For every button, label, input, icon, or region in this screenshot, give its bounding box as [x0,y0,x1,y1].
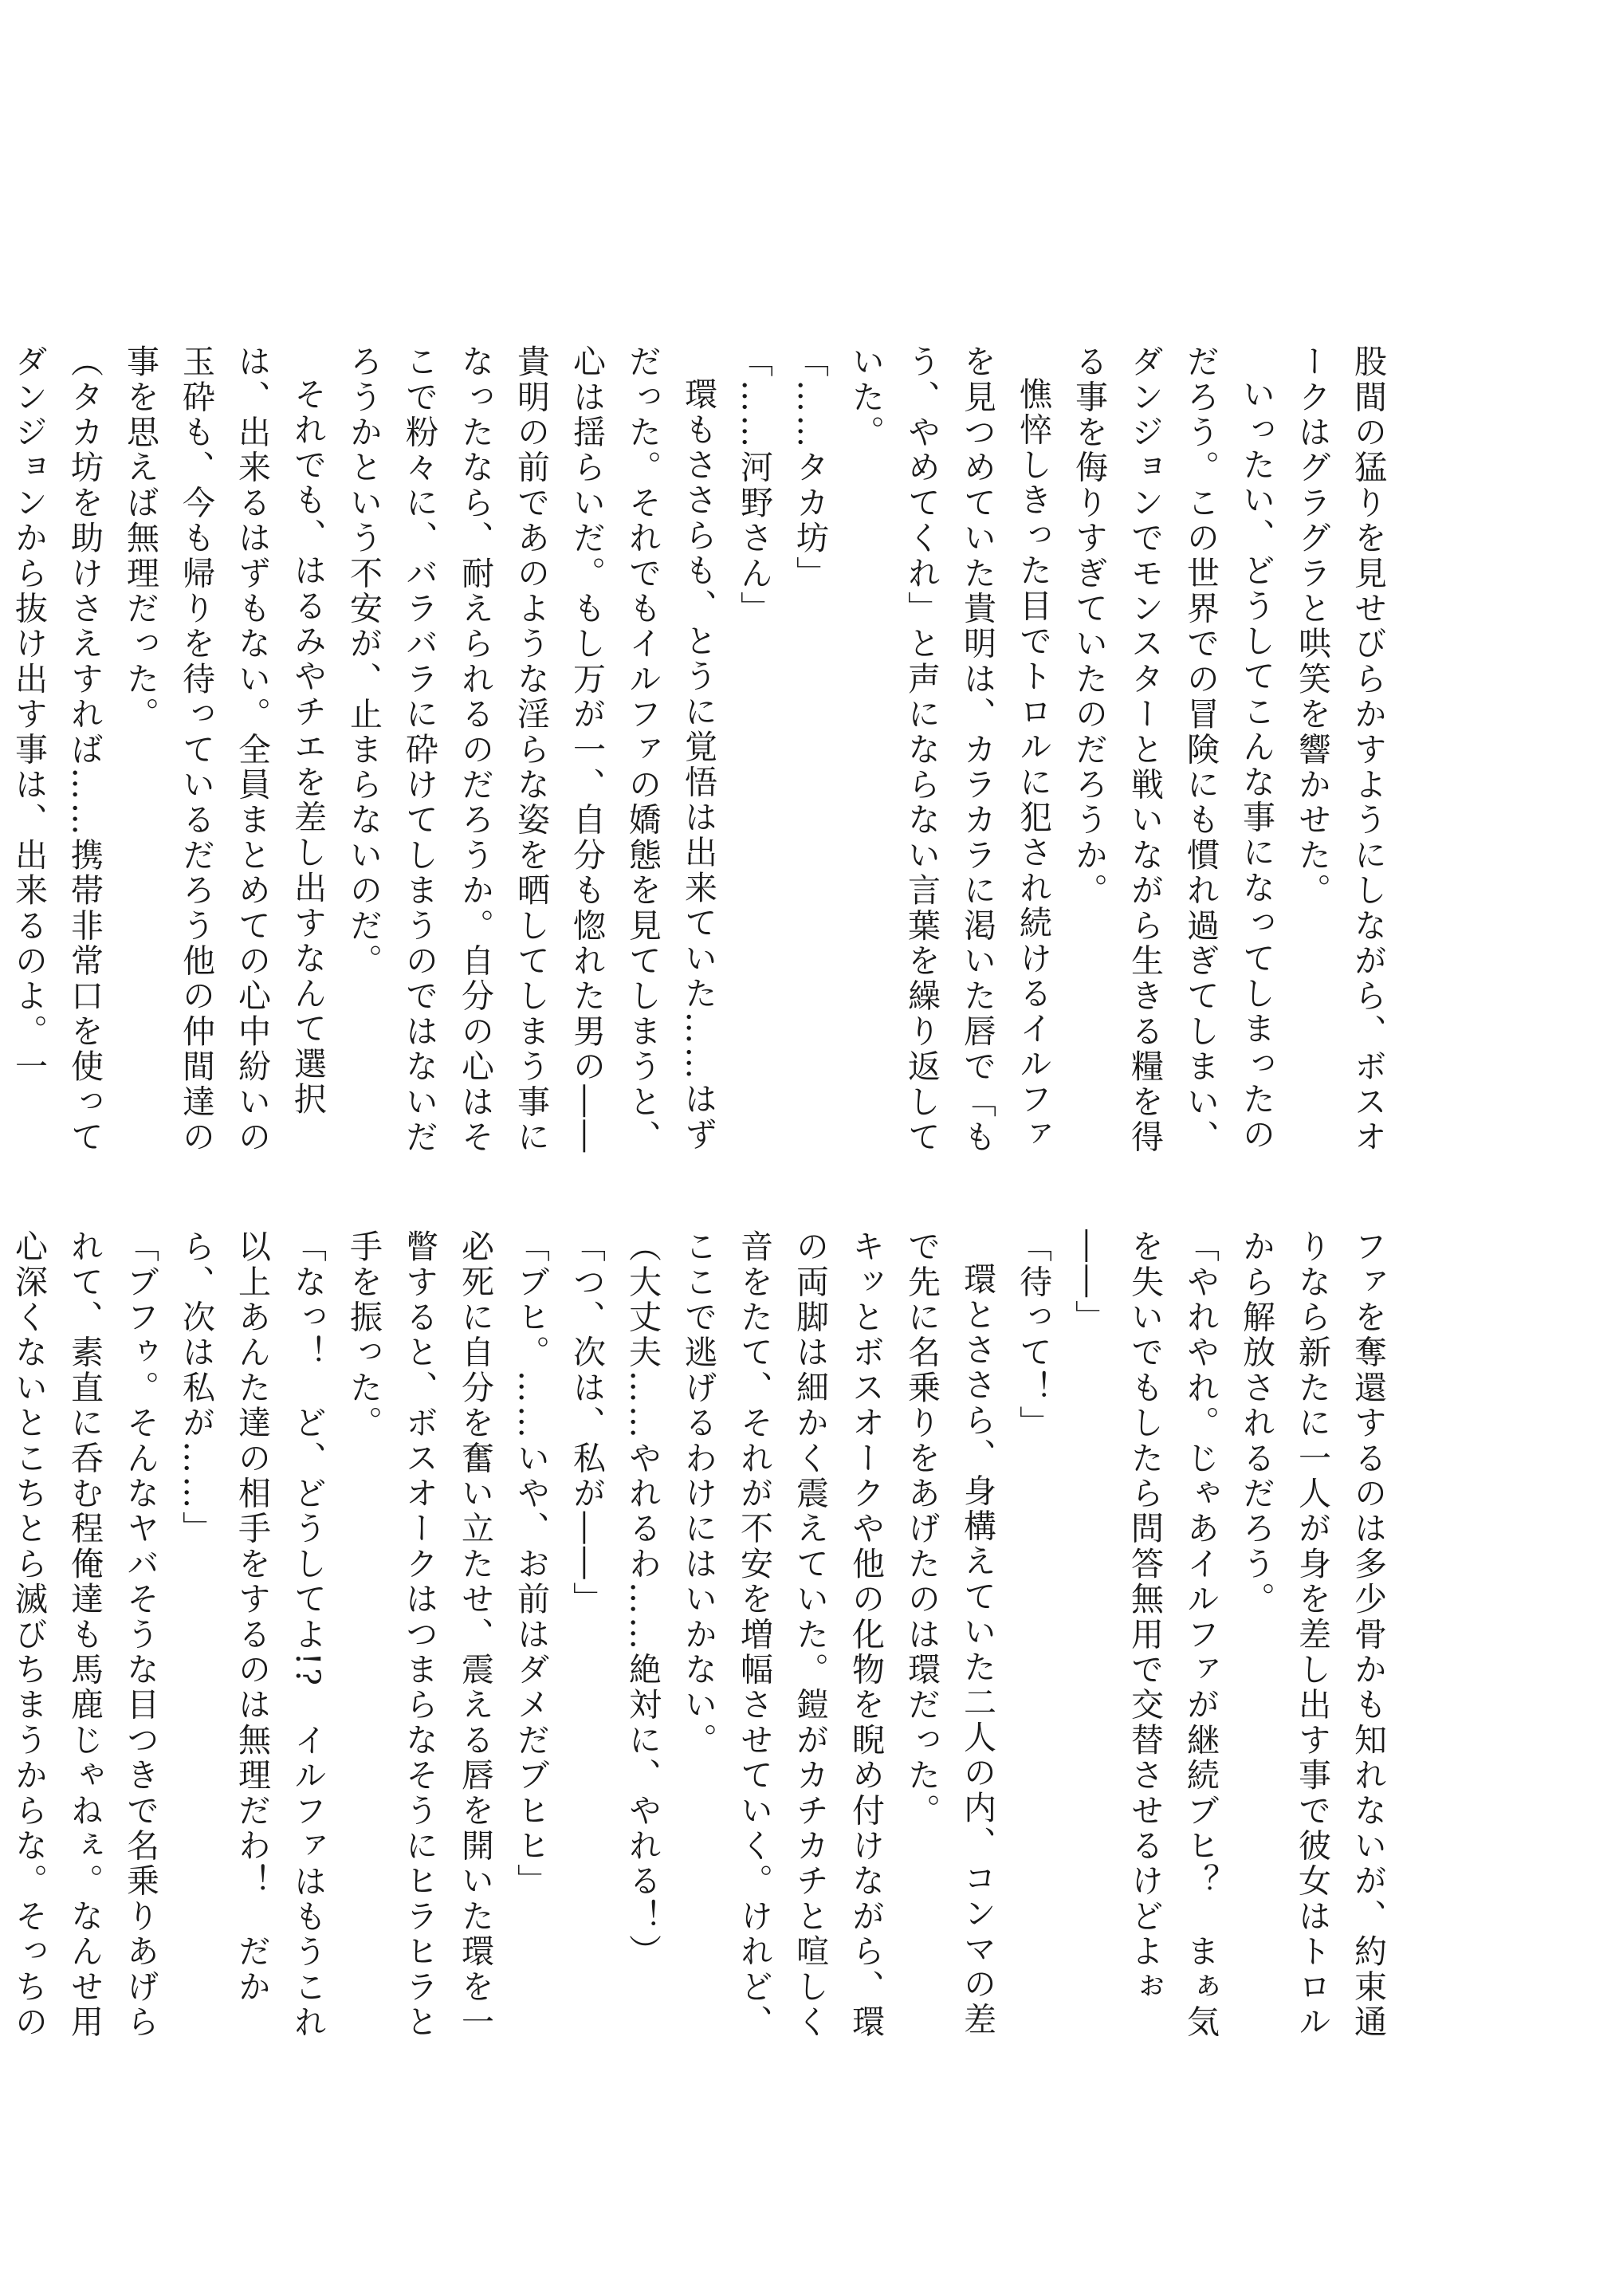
paragraph: 必死に自分を奮い立たせ、震える唇を開いた環を一瞥すると、ボスオークはつまらなそうにヒラヒラと手を振った。 [344,1229,494,2040]
dialogue-line: 「ブフゥ。そんなヤバそうな目つきで名乗りあげられて、素直に呑む程俺達も馬鹿じゃねぇ。なんせ用心深くないとこちとら滅びちまうからな。そっちの [10,1229,159,2040]
paragraph: キッとボスオークや他の化物を睨め付けながら、環の両脚は細かく震えていた。鎧がカチカチと喧しく音をたて、それが不安を増幅させていく。けれど、ここで逃げるわけにはいかない。 [679,1229,885,2040]
paragraph: ファを奪還するのは多少骨かも知れないが、約束通りなら新たに一人が身を差し出す事で彼女はトロルから解放されるだろう。 [1237,1229,1387,2040]
paragraph: 環もささらも、とうに覚悟は出来ていた……はずだった。それでもイルファの嬌態を見てしまうと、心は揺らいだ。もし万が一、自分も惚れた男の――貴明の前であのような淫らな姿を晒してしまう事になったなら、耐えられるのだろうか。自分の心はそこで粉々に、バラバラに砕けてしまうのではないだろうかという不安が、止まらないのだ。 [344,344,717,1155]
dialogue-line: 「やれやれ。じゃあイルファが継続ブヒ？ まぁ気を失いでもしたら問答無用で交替させるけどよぉ――」 [1070,1229,1220,2040]
dialogue-line: 「ブヒ。……いや、お前はダメだブヒヒ」 [512,1229,550,1899]
lower-text-block [10,1229,1396,2058]
upper-text-block [10,344,1396,1174]
paragraph: それでも、はるみやチエを差し出すなんて選択は、出来るはずもない。全員まとめての心中紛いの玉砕も、今も帰りを待っているだろう他の仲間達の事を思えば無理だった。 [121,344,327,1155]
dialogue-line: 「なっ！ ど、どうしてよ!? イルファはもうこれ以上あんた達の相手をするのは無理だわ！ だから、次は私が……」 [177,1229,327,2041]
dialogue-line: 「……河野さん」 [735,344,773,627]
inner-thought: （タカ坊を助けさえすれば……携帯非常口を使ってダンジョンから抜け出す事は、出来るのよ。一 [10,344,104,1155]
paragraph: 環とささら、身構えていた二人の内、コンマの差で先に名乗りをあげたのは環だった。 [902,1229,996,2038]
paragraph: いったい、どうしてこんな事になってしまったのだろう。この世界での冒険にも慣れ過ぎてしまい、ダンジョンでモンスターと戦いながら生きる糧を得る事を侮りすぎていたのだろうか。 [1070,344,1275,1155]
dialogue-line: 「……タカ坊」 [791,344,829,592]
paragraph: 股間の猛りを見せびらかすようにしながら、ボスオークはグラグラと哄笑を響かせた。 [1293,344,1387,1155]
dialogue-line: 「つ、次は、私が――」 [568,1229,606,1618]
paragraph: 憔悴しきった目でトロルに犯され続けるイルファを見つめていた貴明は、カラカラに渇いた唇で「もう、やめてくれ」と声にならない言葉を繰り返していた。 [847,344,1052,1155]
inner-thought: （大丈夫……やれるわ……絶対に、やれる！） [623,1229,662,1970]
dialogue-line: 「待って！」 [1014,1229,1052,1441]
